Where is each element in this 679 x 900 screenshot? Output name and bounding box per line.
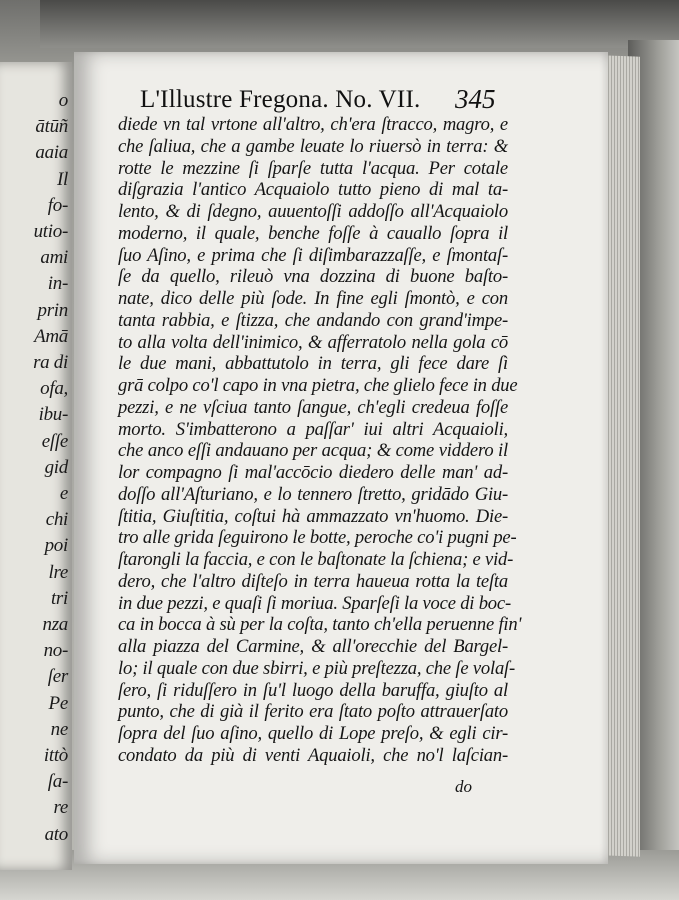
- text-line: lento, & di ſdegno, auuentoſſi addoſſo all'Acquaiolo: [118, 201, 508, 222]
- left-page-line: ato: [44, 823, 68, 845]
- left-page-line: aaia: [35, 142, 68, 164]
- text-line: moderno, il quale, benche foſſe à cauallo ſopra il: [118, 222, 508, 244]
- text-line: ſuo Aſino, e prima che ſi diſimbarazzaſſe, e ſmontaſ-: [118, 244, 508, 266]
- text-line: ſtarongli la faccia, e con le baſtonate la ſchiena; e vid-: [118, 549, 514, 570]
- left-page-line: gid: [44, 456, 68, 478]
- left-page-line: Il: [56, 168, 68, 190]
- left-page-line: Amā: [34, 325, 68, 347]
- left-page-line: ſer: [47, 666, 68, 688]
- left-page-line: fo-: [47, 194, 68, 216]
- left-page-line: eſſe: [41, 430, 68, 452]
- left-page-line: e: [59, 483, 68, 504]
- left-page-line: o: [58, 90, 68, 111]
- text-line: che anco eſſi andauano per acqua; & come viddero il: [118, 440, 508, 462]
- left-page-line: poi: [44, 535, 68, 557]
- text-line: rotte le mezzine ſi ſparſe tutta l'acqua. Per cotale: [118, 157, 508, 179]
- left-page-line: ittò: [43, 745, 68, 766]
- text-line: in due pezzi, e quaſi ſi moriua. Sparſeſi la voce di boc-: [118, 592, 511, 614]
- left-page-line: ibu-: [38, 404, 68, 426]
- text-line: lor compagno ſi mal'accōcio diedero delle man' ad-: [118, 462, 508, 483]
- text-line: grā colpo co'l capo in vna pietra, che glielo fece in due: [118, 375, 518, 396]
- left-page-line: prin: [37, 299, 68, 321]
- text-line: lo; il quale con due sbirri, e più preſtezza, che ſe volaſ-: [118, 657, 516, 679]
- left-page-line: lre: [48, 561, 68, 583]
- text-line: ſero, ſi riduſſero in ſu'l luogo della baruffa, giuſto al: [118, 679, 508, 701]
- text-line: ca in bocca à sù per la coſta, tanto ch'ella peruenne fin': [118, 614, 522, 636]
- text-line: condato da più di venti Aquaioli, che no'l laſcian-: [118, 744, 508, 766]
- text-line: diſgrazia l'antico Acquaiolo tutto pieno di mal ta-: [118, 179, 508, 201]
- left-page-line: utio-: [33, 221, 68, 242]
- left-page-line: Pe: [48, 692, 68, 714]
- text-line: alla piazza del Carmine, & all'orecchie del Bargel-: [118, 636, 508, 657]
- left-page-line: tri: [50, 587, 68, 609]
- text-line: le due mani, abbattutolo in terra, gli fece dare ſì: [118, 353, 508, 375]
- text-line: to alla volta dell'inimico, & afferratolo nella gola cō: [118, 331, 508, 353]
- text-line: ſe da quello, rileuò vna dozzina di buone baſto-: [118, 266, 508, 288]
- left-page-line: ami: [40, 247, 68, 269]
- text-line: dero, che l'altro diſteſo in terra haueua rotta la teſta: [118, 570, 508, 592]
- text-line: ſtitia, Giuſtitia, coſtui hà ammazzato vn'huomo. Die-: [118, 505, 508, 527]
- text-line: che ſaliua, che a gambe leuate lo riuersò in terra: &: [118, 135, 508, 157]
- text-line: pezzi, e ne vſciua tanto ſangue, ch'egli credeua foſſe: [118, 396, 508, 418]
- text-line: punto, che di già il ferito era ſtato poſto attrauerſato: [118, 701, 508, 723]
- left-page-line: in-: [47, 273, 68, 295]
- text-line: diede vn tal vrtone all'altro, ch'era ſtracco, magro, e: [118, 114, 508, 135]
- top-shadow: [40, 0, 679, 48]
- catchword: do: [455, 777, 472, 796]
- left-page-line: ofa,: [40, 378, 68, 400]
- text-line: tanta rabbia, e ſtizza, che andando con grand'impe-: [118, 309, 508, 331]
- left-page-line: nza: [42, 614, 68, 635]
- left-facing-page: [0, 62, 72, 870]
- text-line: ſopra del ſuo aſino, quello di Lope preſo, & egli cir-: [118, 723, 508, 744]
- left-page-line: no-: [43, 640, 68, 662]
- running-header: L'Illustre Fregona. No. VII.: [140, 86, 421, 113]
- text-line: tro alle grida ſeguirono le botte, peroche co'i pugni pe-: [118, 527, 517, 549]
- page-number: 345: [455, 84, 496, 114]
- left-page-line: ra di: [33, 352, 68, 373]
- left-page-line: ſa-: [47, 771, 68, 793]
- text-line: nate, dico delle più ſode. In fine egli ſmontò, e con: [118, 288, 508, 309]
- text-line: doſſo all'Aſturiano, e lo tennero ſtretto, gridādo Giu-: [118, 483, 508, 505]
- left-page-line: re: [53, 797, 68, 819]
- left-page-line: ātūñ: [35, 116, 68, 138]
- left-page-line: chi: [45, 509, 68, 531]
- left-page-line: ne: [50, 718, 68, 740]
- text-line: morto. S'imbatterono a paſſar' iui altri Acquaioli,: [118, 418, 508, 440]
